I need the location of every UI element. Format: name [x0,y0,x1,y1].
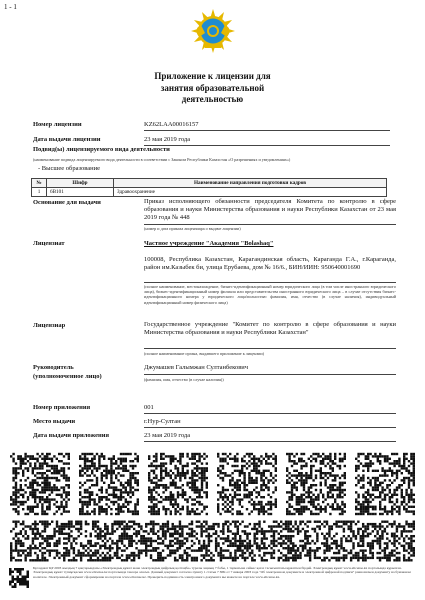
title-line: занятия образовательной [160,82,265,93]
licensor-label: Лицензиар [33,322,66,329]
subtype-item: - Высшее образование [38,165,100,172]
divider [144,441,396,442]
column-header: № [32,179,47,188]
basis-label: Основание для выдачи [33,199,101,206]
table-row [32,188,387,197]
qr-code-icon [286,452,346,516]
title-line: деятельностью [181,94,244,104]
kazakhstan-state-emblem-icon [190,8,236,54]
app-date-label: Дата выдачи приложения [33,432,109,439]
table-cell: 1 [32,188,47,197]
qr-code-icon [9,568,29,588]
app-number-value: 001 [144,404,154,411]
licensor-note: (полное наименование органа, выдавшего приложение к лицензии) [144,351,264,356]
license-number-value: KZ62LAA00016157 [144,121,199,128]
divider [144,224,396,225]
basis-value: Приказ исполняющего обязанности председателя Комитета по контролю в сфере образования и науки Министерства образования и науки Республики Казахстан от 23 мая 2019 года № 448 [144,198,396,221]
divider [144,282,396,283]
licensee-note: (полное наименование, местонахождение, бизнес-идентификационный номер юридического лица (в том числе иностранного юридического лица), бизнес-идентификационный номер филиала или представительства иностранного юридического лица – в случае отсутствия бизнес-идентификационного номера у юридического лица/полностью фамилия, имя, отчество (в случае наличия), индивидуальный идентификационный номер физического лица) [144,284,396,305]
head-label: Руководитель [33,364,74,371]
qr-code-icon [148,452,208,516]
qr-code-icon [79,452,139,516]
qr-code-icon [10,452,70,516]
license-number-label: Номер лицензии [33,121,82,128]
title-line: Приложение к лицензии для [154,71,271,81]
table-cell: 6B101 [47,188,114,197]
document-title [80,71,345,106]
divider [144,130,390,131]
head-label-sub: (уполномоченное лицо) [33,373,102,380]
footer-legal-text: Бұл құжат ҚР 2003 жылдың 7 қаңтарындағы «Электрондық құжат және электрондық цифрлық қолтаңба» туралы заңның 7 бабы, 1 тармағына сәйкес қағаз тасығыштағы құжатпен бірдей. Электрондық құжат www.elicense.kz порталында құрылған. Электрондық құжат түпнұсқасын www.elicense.kz порталында тексере аласыз. Данный документ согласно пункту 1 статьи 7 ЗРК от 7 января 2003 года "Об электронном документе и электронной цифровой подписи" равнозначен документу на бумажном носителе. Электронный документ сформирован на портале www.elicense.kz. Проверить подлинность электронного документа вы можете на портале www.elicense.kz. [33,566,411,579]
app-date-value: 23 мая 2019 года [144,432,191,439]
place-label: Место выдачи [33,418,76,425]
app-number-label: Номер приложения [33,404,91,411]
table-cell: Здравоохранение [114,188,387,197]
qr-code-icon [355,452,415,516]
basis-note: (номер и дата приказа лицензиара о выдаче лицензии) [144,226,241,231]
licensee-name: Частное учреждение "Академия "Bolashaq" [144,240,274,247]
page-number: 1 - 1 [4,3,17,11]
subtype-label: Подвид(ы) лицензируемого вида деятельности [33,146,170,153]
licensee-label: Лицензиат [33,240,65,247]
qr-code-icon [10,520,415,562]
divider [144,348,396,349]
license-date-value: 23 мая 2019 года [144,136,191,143]
licensee-address: 100008, Республика Казахстан, Карагандинская область, Караганда Г.А., г.Караганда, район им.Казыбек би, улица Ерубаева, дом № 16/6., БИН/ИИН: 950640001690 [144,256,396,271]
subtype-note: (наименование подвида лицензируемого вида деятельности в соответствии с Законом Республики Казахстан «О разрешениях и уведомлениях») [33,157,291,162]
place-value: г.Нур-Султан [144,418,181,425]
divider [144,413,396,414]
license-date-label: Дата выдачи лицензии [33,136,101,143]
head-value: Джумашев Галымжан Султанбекович [144,364,249,371]
table-header-row [32,179,387,188]
qr-code-icon [217,452,277,516]
licensor-value: Государственное учреждение "Комитет по контролю в сфере образования и науки Министерства образования и науки Республики Казахстан" [144,321,396,336]
column-header: Шифр [47,179,114,188]
divider [144,145,390,146]
divider [144,427,396,428]
divider [144,374,396,375]
column-header: Наименование направления подготовки кадров [114,179,387,188]
specialties-table [31,178,387,197]
head-note: (фамилия, имя, отчество (в случае наличия)) [144,377,224,382]
